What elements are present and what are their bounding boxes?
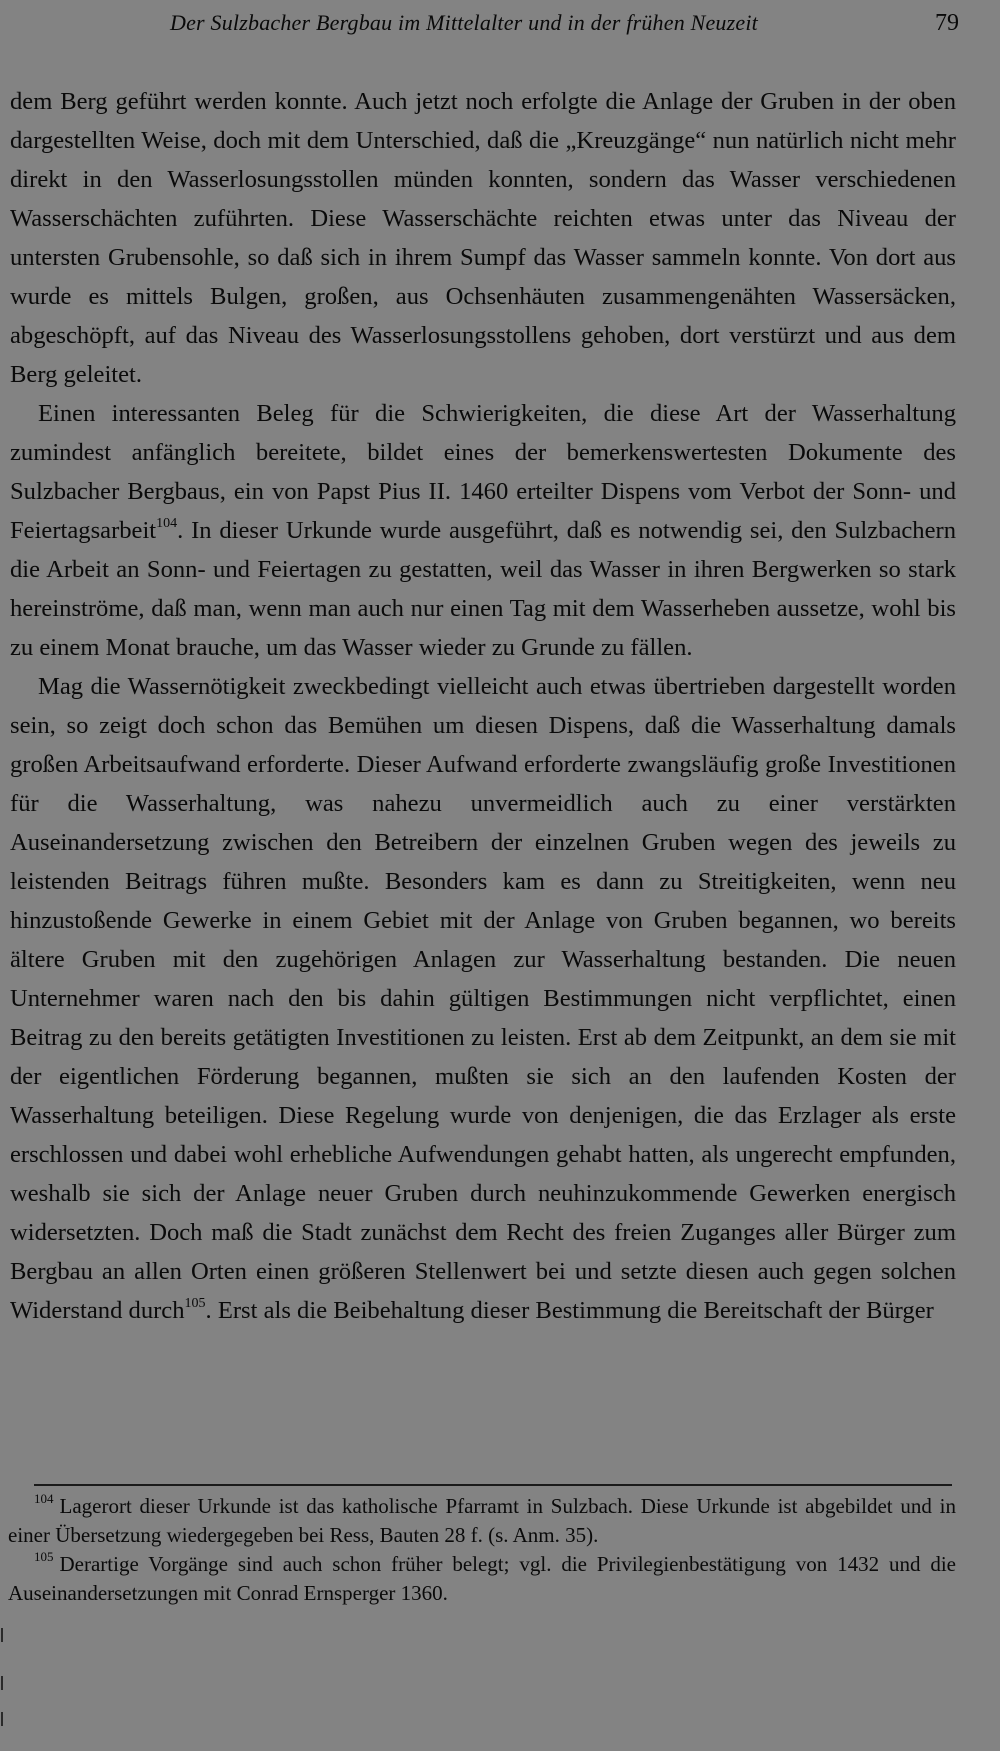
footnote-ref-105[interactable]: 105 xyxy=(184,1296,206,1311)
paragraph-1: dem Berg geführt werden konnte. Auch jetzt noch erfolgte die Anlage der Gruben in der oben dargestellten Weise, doch mit dem Unterschied, daß die „Kreuzgänge“ nun natürlich nicht mehr direkt in den Wasserlosungsstollen münden konnten, sondern das Wasser verschiedenen Wasserschächten zuführten. Diese Wasserschächte reichten etwas unter das Niveau der untersten Grubensohle, so daß sich in ihrem Sumpf das Wasser sammeln konnte. Von dort aus wurde es mittels Bulgen, großen, aus Ochsenhäuten zusammengenähten Wassersäcken, abgeschöpft, auf das Niveau des Wasserlosungsstollens gehoben, dort verstürzt und aus dem Berg geleitet. xyxy=(10,88,956,388)
paragraph-3-text-b: . Erst als die Beibehaltung dieser Bestimmung die Bereitschaft der Bürger xyxy=(205,1297,934,1324)
footnote-105 xyxy=(8,1550,956,1608)
paragraph-2-text-a: Einen interessanten Beleg für die Schwierigkeiten, die diese Art der Wasserhaltung zumindest anfänglich bereitete, bildet eines der bemerkenswertesten Dokumente des Sulzbacher Bergbaus, ein von Papst Pius II. 1460 erteilter Dispens vom Verbot der Sonn- und Feiertagsarbeit xyxy=(10,400,956,544)
footnote-104 xyxy=(8,1492,956,1550)
footnote-number: 105 xyxy=(34,1549,54,1564)
footnote-text: Lagerort dieser Urkunde ist das katholische Pfarramt in Sulzbach. Diese Urkunde ist abgebildet und in einer Übersetzung wiedergegeben bei Ress, Bauten 28 f. (s. Anm. 35). xyxy=(8,1494,956,1547)
footnote-text: Derartige Vorgänge sind auch schon früher belegt; vgl. die Privilegienbestätigung von 1432 und die Auseinandersetzungen mit Conrad Ernsperger 1360. xyxy=(8,1552,956,1605)
scan-margin-mark xyxy=(1,1712,3,1726)
footnote-separator xyxy=(34,1484,952,1486)
paragraph-2 xyxy=(10,394,956,667)
footnotes xyxy=(8,1492,956,1608)
paragraph-2-text-b: . In dieser Urkunde wurde ausgeführt, daß es notwendig sei, den Sulzbachern die Arbeit an Sonn- und Feiertagen zu gestatten, weil das Wasser in ihren Bergwerken so stark hereinströme, daß man, wenn man auch nur einen Tag mit dem Wasserheben aussetze, wohl bis zu einem Monat brauche, um das Wasser wieder zu Grunde zu fällen. xyxy=(10,517,956,661)
running-header xyxy=(0,6,1000,40)
paragraph-3-text-a: Mag die Wassernötigkeit zweckbedingt vielleicht auch etwas übertrieben dargestellt worden sein, so zeigt doch schon das Bemühen um diesen Dispens, daß die Wasserhaltung damals großen Arbeitsaufwand erforderte. Dieser Aufwand erforderte zwangsläufig große Investitionen für die Wasserhaltung, was nahezu unvermeidlich auch zu einer verstärkten Auseinandersetzung zwischen den Betreibern der einzelnen Gruben wegen des jeweils zu leistenden Beitrags führen mußte. Besonders kam es dann zu Streitigkeiten, wenn neu hinzustoßende Gewerke in einem Gebiet mit der Anlage von Gruben begannen, wo bereits ältere Gruben mit den zugehörigen Anlagen zur Wasserhaltung bestanden. Die neuen Unternehmer waren nach den bis dahin gültigen Bestimmungen nicht verpflichtet, einen Beitrag zu den bereits getätigten Investitionen zu leisten. Erst ab dem Zeitpunkt, an dem sie mit der eigentlichen Förderung begannen, mußten sie sich an den laufenden Kosten der Wasserhaltung beteiligen. Diese Regelung wurde von denjenigen, die das Erzlager als erste erschlossen und dabei wohl erhebliche Aufwendungen gehabt hatten, als ungerecht empfunden, weshalb sie sich der Anlage neuer Gruben durch neuhinzukommende Gewerken energisch widersetzten. Doch maß die Stadt zunächst dem Recht des freien Zuganges aller Bürger zum Bergbau an allen Orten einen größeren Stellenwert bei und setzte diesen auch gegen solchen Widerstand durch xyxy=(10,673,956,1324)
running-title: Der Sulzbacher Bergbau im Mittelalter und in der frühen Neuzeit xyxy=(170,10,758,35)
scan-margin-mark xyxy=(1,1676,3,1690)
footnote-number: 104 xyxy=(34,1491,54,1506)
body-text xyxy=(10,82,956,1330)
footnote-ref-104[interactable]: 104 xyxy=(156,516,178,531)
paragraph-3 xyxy=(10,667,956,1330)
page-number: 79 xyxy=(935,10,959,36)
scan-margin-mark xyxy=(1,1628,3,1642)
